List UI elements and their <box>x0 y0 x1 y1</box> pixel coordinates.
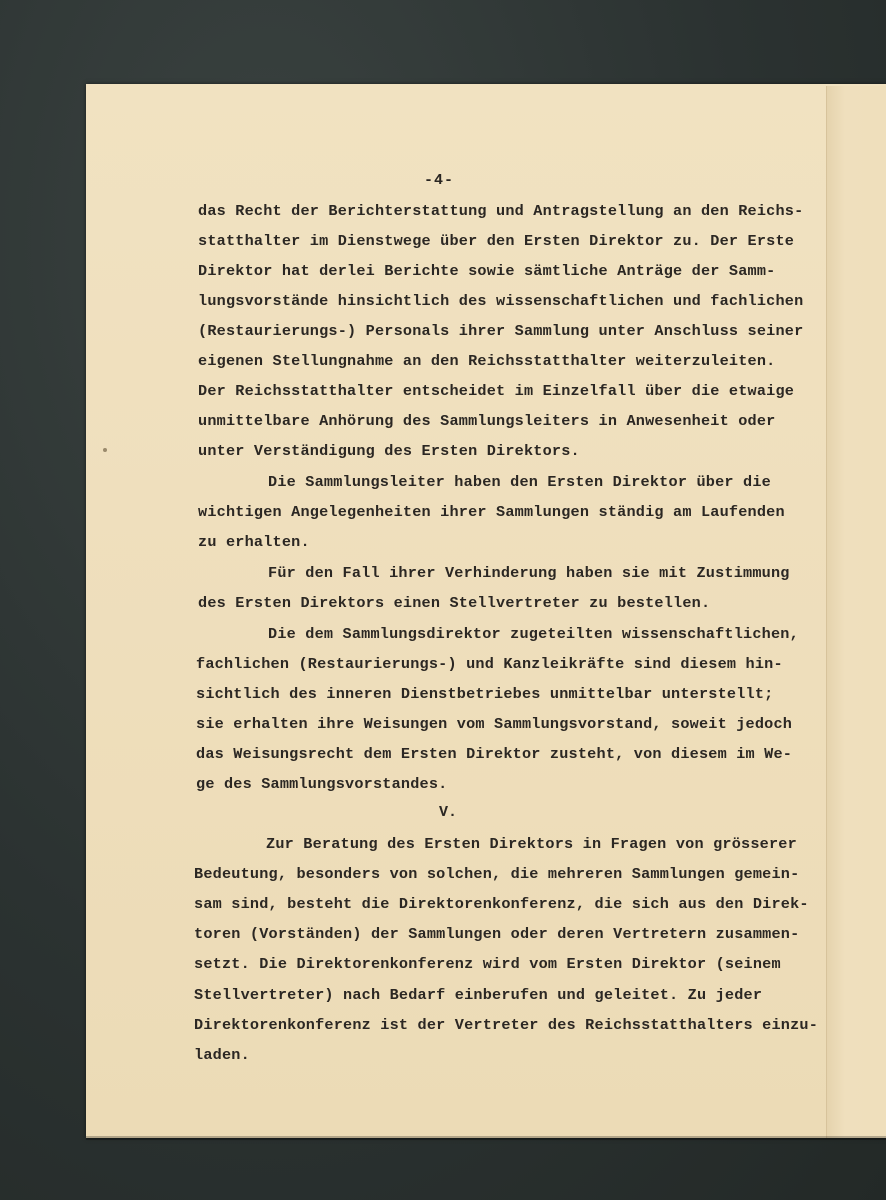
text-line: Direktor hat derlei Berichte sowie sämtliche Anträge der Samm- <box>198 262 776 280</box>
text-line: Bedeutung, besonders von solchen, die mehreren Sammlungen gemein- <box>194 865 800 883</box>
text-line: wichtigen Angelegenheiten ihrer Sammlungen ständig am Laufenden <box>198 503 785 521</box>
text-line: fachlichen (Restaurierungs-) und Kanzleikräfte sind diesem hin- <box>196 655 783 673</box>
text-line: lungsvorstände hinsichtlich des wissenschaftlichen und fachlichen <box>198 292 804 310</box>
text-line: das Weisungsrecht dem Ersten Direktor zusteht, von diesem im We- <box>196 745 793 763</box>
text-line: unmittelbare Anhörung des Sammlungsleiters in Anwesenheit oder <box>198 412 776 430</box>
section-number: V. <box>439 804 458 821</box>
text-line: Direktorenkonferenz ist der Vertreter des Reichsstatthalters einzu- <box>194 1016 819 1034</box>
text-line: toren (Vorständen) der Sammlungen oder deren Vertretern zusammen- <box>194 925 800 943</box>
text-line: das Recht der Berichterstattung und Antragstellung an den Reichs- <box>198 202 804 220</box>
text-line: sichtlich des inneren Dienstbetriebes unmittelbar unterstellt; <box>196 685 774 703</box>
text-line: Die Sammlungsleiter haben den Ersten Direktor über die <box>268 473 771 491</box>
text-line: ge des Sammlungsvorstandes. <box>196 775 448 793</box>
text-line: zu erhalten. <box>198 533 310 551</box>
next-page-edge <box>826 86 886 1138</box>
page-number: -4- <box>424 172 455 189</box>
text-line: Der Reichsstatthalter entscheidet im Einzelfall über die etwaige <box>198 382 795 400</box>
text-line: sie erhalten ihre Weisungen vom Sammlungsvorstand, soweit jedoch <box>196 715 793 733</box>
text-line: unter Verständigung des Ersten Direktors. <box>198 442 580 460</box>
text-line: (Restaurierungs-) Personals ihrer Sammlung unter Anschluss seiner <box>198 322 804 340</box>
text-line: setzt. Die Direktorenkonferenz wird vom Ersten Direktor (seinem <box>194 955 781 973</box>
text-line: eigenen Stellungnahme an den Reichsstatthalter weiterzuleiten. <box>198 352 776 370</box>
text-line: laden. <box>194 1046 250 1064</box>
page-shadow <box>86 1136 886 1140</box>
paper-mark <box>103 448 107 452</box>
text-line: Die dem Sammlungsdirektor zugeteilten wissenschaftlichen, <box>268 625 799 643</box>
text-line: Für den Fall ihrer Verhinderung haben sie mit Zustimmung <box>268 564 790 582</box>
text-line: des Ersten Direktors einen Stellvertreter zu bestellen. <box>198 594 711 612</box>
text-line: Zur Beratung des Ersten Direktors in Fragen von grösserer <box>266 835 797 853</box>
text-line: sam sind, besteht die Direktorenkonferenz, die sich aus den Direk- <box>194 895 809 913</box>
text-line: Stellvertreter) nach Bedarf einberufen und geleitet. Zu jeder <box>194 986 763 1004</box>
text-line: statthalter im Dienstwege über den Ersten Direktor zu. Der Erste <box>198 232 795 250</box>
